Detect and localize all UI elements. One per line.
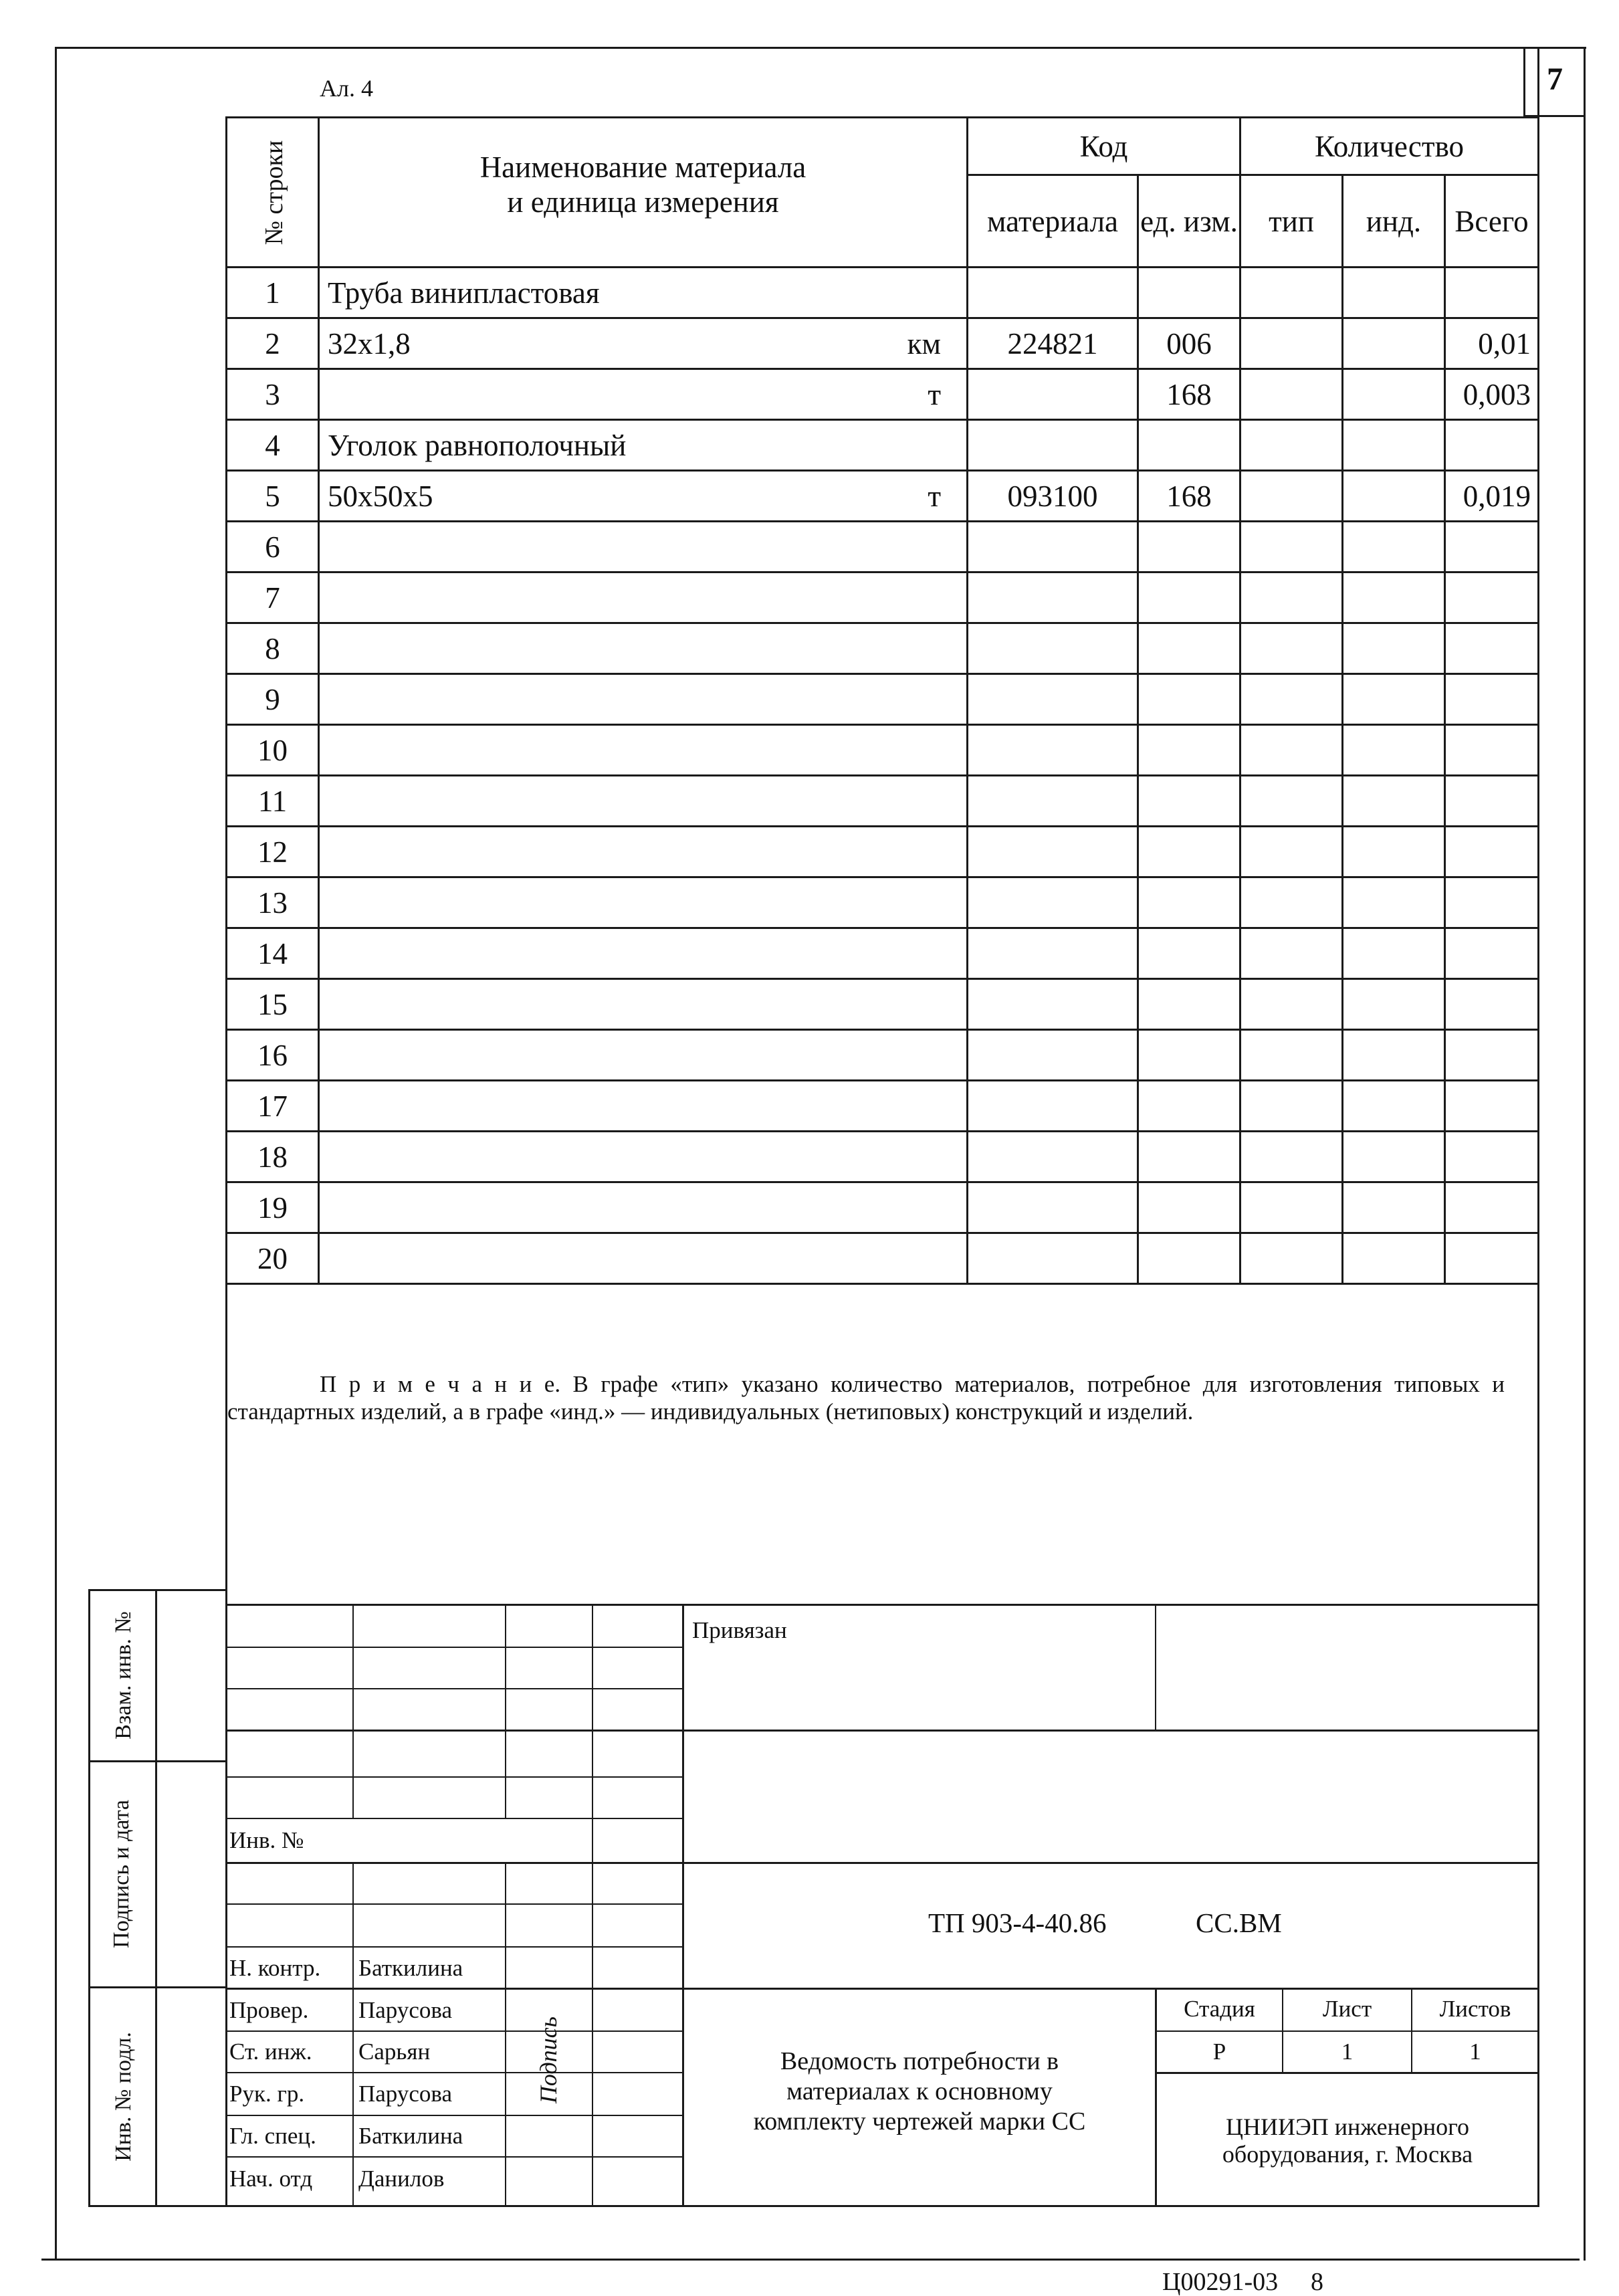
table-row: [227, 268, 1539, 318]
doc-title: Ведомость потребности в материалах к основному комплекту чертежей марки СС: [753, 2047, 1086, 2135]
table-body: [227, 268, 1539, 1284]
table-row: [227, 1132, 1539, 1182]
row-unit-code: [1138, 877, 1240, 928]
row-unit-code: [1138, 776, 1240, 827]
table-row: [227, 928, 1539, 979]
frame-top: [55, 47, 1586, 49]
row-qty-total: [1445, 877, 1539, 928]
row-name: [319, 1182, 968, 1233]
role-5: Гл. спец.: [229, 2123, 316, 2149]
row-material-code: [968, 725, 1138, 776]
table-row: [227, 1182, 1539, 1233]
header-qty-total: Всего: [1445, 175, 1539, 268]
row-name-text: Уголок равнополочный: [328, 428, 627, 462]
inv-no-label: Инв. №: [229, 1827, 304, 1853]
name-2: Парусова: [358, 1997, 452, 2023]
row-qty-total: [1445, 1233, 1539, 1284]
row-unit-code: [1138, 725, 1240, 776]
row-qty-type: [1240, 471, 1343, 522]
row-qty-type: [1240, 1233, 1343, 1284]
side-stamp-mid: [155, 1589, 157, 2207]
row-qty-type: [1240, 827, 1343, 877]
tb-h1: [225, 1647, 683, 1648]
row-number: 7: [227, 572, 319, 623]
row-number: 20: [227, 1233, 319, 1284]
side-stamp-vzam-inv: Взам. инв. №: [111, 1611, 136, 1740]
row-number: 3: [227, 369, 319, 420]
row-qty-ind: [1343, 268, 1445, 318]
side-stamp-left: [88, 1589, 90, 2207]
row-qty-total: [1445, 268, 1539, 318]
row-unit-code: [1138, 1182, 1240, 1233]
stage-value: Р: [1212, 2039, 1226, 2065]
table-row: [227, 522, 1539, 572]
row-material-code: [968, 420, 1138, 471]
row-name: [319, 318, 968, 369]
organization: ЦНИИЭП инженерного оборудования, г. Москва: [1222, 2113, 1473, 2168]
row-qty-type: [1240, 776, 1343, 827]
row-material-code: [968, 979, 1138, 1030]
table-row: [227, 420, 1539, 471]
tb-h2: [225, 1688, 683, 1689]
row-unit-code: [1138, 623, 1240, 674]
row-qty-total: [1445, 776, 1539, 827]
row-qty-type: [1240, 1081, 1343, 1132]
row-name: [319, 420, 968, 471]
row-qty-ind: [1343, 420, 1445, 471]
row-qty-total: [1445, 979, 1539, 1030]
row-number: 19: [227, 1182, 319, 1233]
row-unit-code: [1138, 827, 1240, 877]
row-unit-code: [1138, 1233, 1240, 1284]
sheets-label: Листов: [1439, 1996, 1511, 2022]
row-name: [319, 1030, 968, 1081]
row-qty-total: [1445, 827, 1539, 877]
row-qty-type: [1240, 1030, 1343, 1081]
row-unit-code: [1138, 268, 1240, 318]
row-qty-ind: [1343, 725, 1445, 776]
frame-left: [55, 47, 57, 2261]
row-qty-type: [1240, 877, 1343, 928]
row-name: [319, 268, 968, 318]
sheet-value: 1: [1341, 2039, 1354, 2065]
row-material-code: [968, 877, 1138, 928]
name-5: Баткилина: [358, 2123, 463, 2149]
row-material-code: [968, 572, 1138, 623]
row-unit-code: [1138, 420, 1240, 471]
side-stamp-inv-podl: Инв. № подл.: [111, 2032, 136, 2162]
row-qty-ind: [1343, 827, 1445, 877]
row-number: 13: [227, 877, 319, 928]
row-name-text: Труба винипластовая: [328, 276, 600, 310]
table-header-row: [227, 118, 1539, 175]
row-name: [319, 877, 968, 928]
table-row: [227, 827, 1539, 877]
role-3: Ст. инж.: [229, 2039, 312, 2065]
row-unit-code: [1138, 1030, 1240, 1081]
row-qty-ind: [1343, 1182, 1445, 1233]
header-qty-group: Количество: [1240, 118, 1539, 175]
row-qty-type: [1240, 1182, 1343, 1233]
tb-v1b: [352, 1862, 354, 2207]
role-2: Провер.: [229, 1997, 309, 2023]
frame-bottom: [41, 2259, 1580, 2261]
row-qty-total: [1445, 1132, 1539, 1182]
name-4: Парусова: [358, 2081, 452, 2107]
row-qty-ind: [1343, 318, 1445, 369]
sheet-num-box-left: [1523, 47, 1525, 116]
tb-v1: [352, 1604, 354, 1818]
row-number: 5: [227, 471, 319, 522]
row-qty-ind: [1343, 1233, 1445, 1284]
tb-v2: [505, 1604, 506, 1818]
row-material-code: [968, 522, 1138, 572]
row-material-code: [968, 1030, 1138, 1081]
tb-h11: [225, 2072, 683, 2073]
row-name: [319, 471, 968, 522]
side-stamp-div2: [88, 1986, 225, 1988]
table-row: [227, 369, 1539, 420]
row-name: [319, 827, 968, 877]
header-code-material: материала: [968, 175, 1138, 268]
row-unit-code: [1138, 1132, 1240, 1182]
row-qty-ind: [1343, 1030, 1445, 1081]
sheet-number: 7: [1547, 62, 1563, 97]
row-unit: т: [928, 479, 941, 513]
row-number: 12: [227, 827, 319, 877]
row-qty-type: [1240, 572, 1343, 623]
row-qty-total: 0,003: [1445, 369, 1539, 420]
tb-h12: [225, 2115, 683, 2116]
row-name-text: 50x50x5: [328, 479, 433, 513]
table-row: [227, 572, 1539, 623]
row-number: 9: [227, 674, 319, 725]
row-name: [319, 1081, 968, 1132]
row-qty-type: [1240, 623, 1343, 674]
name-1: Баткилина: [358, 1955, 463, 1981]
row-qty-total: [1445, 1081, 1539, 1132]
row-number: 11: [227, 776, 319, 827]
row-qty-type: [1240, 420, 1343, 471]
row-material-code: 093100: [968, 471, 1138, 522]
row-qty-type: [1240, 674, 1343, 725]
signature-column-label: Подпись: [535, 2016, 562, 2104]
note-label: П р и м е ч а н и е.: [320, 1371, 561, 1397]
row-number: 18: [227, 1132, 319, 1182]
row-name: [319, 623, 968, 674]
designation: ТП 903-4-40.86: [928, 1907, 1107, 1938]
row-qty-ind: [1343, 572, 1445, 623]
row-number: 4: [227, 420, 319, 471]
footer-page: 8: [1311, 2268, 1323, 2296]
footer-code: Ц00291-03: [1162, 2268, 1279, 2296]
table-row: [227, 979, 1539, 1030]
mark: СС.ВМ: [1196, 1907, 1282, 1938]
row-qty-total: [1445, 420, 1539, 471]
row-material-code: [968, 928, 1138, 979]
row-qty-ind: [1343, 471, 1445, 522]
row-number: 17: [227, 1081, 319, 1132]
row-number: 6: [227, 522, 319, 572]
tb-h8: [225, 1946, 683, 1948]
table-row: [227, 1233, 1539, 1284]
row-unit: т: [928, 377, 941, 411]
row-material-code: [968, 1182, 1138, 1233]
row-qty-type: [1240, 369, 1343, 420]
name-6: Данилов: [358, 2166, 445, 2192]
role-6: Нач. отд: [229, 2166, 313, 2192]
header-code-group: Код: [968, 118, 1240, 175]
row-qty-total: [1445, 1030, 1539, 1081]
row-qty-total: 0,01: [1445, 318, 1539, 369]
row-qty-total: [1445, 572, 1539, 623]
note-block-bottom: [225, 1604, 1539, 1606]
row-unit-code: [1138, 572, 1240, 623]
row-qty-total: [1445, 623, 1539, 674]
row-name: [319, 725, 968, 776]
row-qty-type: [1240, 268, 1343, 318]
row-qty-ind: [1343, 928, 1445, 979]
row-qty-type: [1240, 979, 1343, 1030]
row-name: [319, 1233, 968, 1284]
row-number: 10: [227, 725, 319, 776]
table-row: [227, 1081, 1539, 1132]
row-material-code: [968, 369, 1138, 420]
row-name: [319, 369, 968, 420]
row-material-code: [968, 1132, 1138, 1182]
row-qty-total: [1445, 928, 1539, 979]
name-3: Сарьян: [358, 2039, 431, 2065]
row-qty-ind: [1343, 979, 1445, 1030]
row-material-code: [968, 827, 1138, 877]
stage-label: Стадия: [1184, 1996, 1255, 2022]
row-name: [319, 572, 968, 623]
header-name: Наименование материала и единица измерения: [319, 118, 968, 268]
side-stamp-podpis-data: Подпись и дата: [109, 1800, 134, 1948]
row-number: 1: [227, 268, 319, 318]
tb-h7: [225, 1903, 683, 1905]
row-qty-ind: [1343, 1081, 1445, 1132]
row-name: [319, 522, 968, 572]
row-qty-total: [1445, 674, 1539, 725]
row-number: 16: [227, 1030, 319, 1081]
sheet-label: Лист: [1322, 1996, 1372, 2022]
row-name: [319, 674, 968, 725]
row-name: [319, 928, 968, 979]
row-unit: км: [907, 326, 941, 360]
tb-h4: [225, 1776, 683, 1778]
sheets-value: 1: [1469, 2039, 1481, 2065]
row-name: [319, 1132, 968, 1182]
row-qty-ind: [1343, 1132, 1445, 1182]
role-1: Н. контр.: [229, 1955, 321, 1981]
row-unit-code: 168: [1138, 471, 1240, 522]
side-stamp-top: [88, 1589, 225, 1591]
row-unit-code: [1138, 522, 1240, 572]
row-qty-total: [1445, 1182, 1539, 1233]
row-material-code: [968, 623, 1138, 674]
row-material-code: [968, 776, 1138, 827]
note-text: В графе «тип» указано количество материалов, потребное для изготовления типовых и стандартных изделий, а в графе «инд.» — индивидуальных (нетиповых) конструкций и изделий.: [227, 1371, 1505, 1425]
table-row: [227, 471, 1539, 522]
row-number: 2: [227, 318, 319, 369]
row-material-code: [968, 674, 1138, 725]
tb-privyazan-divider: [1155, 1604, 1156, 1731]
tb-h5: [225, 1818, 683, 1819]
row-qty-ind: [1343, 877, 1445, 928]
table-row: [227, 623, 1539, 674]
table-row: [227, 776, 1539, 827]
row-unit-code: [1138, 1081, 1240, 1132]
row-material-code: [968, 268, 1138, 318]
tb-h13: [225, 2156, 683, 2158]
row-qty-ind: [1343, 623, 1445, 674]
table-row: [227, 877, 1539, 928]
table-row: [227, 725, 1539, 776]
header-code-unit: ед. изм.: [1138, 175, 1240, 268]
row-number: 15: [227, 979, 319, 1030]
tb-v3: [592, 1604, 593, 2207]
row-name: [319, 979, 968, 1030]
inner-bottom: [88, 2205, 1539, 2207]
row-qty-ind: [1343, 522, 1445, 572]
side-stamp-div1: [88, 1760, 225, 1762]
row-qty-type: [1240, 318, 1343, 369]
row-material-code: [968, 1233, 1138, 1284]
tb-v2b: [505, 1862, 506, 2207]
tb-h9: [225, 1988, 1539, 1990]
tb-stage-h1: [1155, 2030, 1539, 2032]
tb-h6: [225, 1862, 1539, 1864]
row-unit-code: 168: [1138, 369, 1240, 420]
row-qty-type: [1240, 522, 1343, 572]
row-qty-ind: [1343, 776, 1445, 827]
row-number: 14: [227, 928, 319, 979]
privyazan-label: Привязан: [692, 1617, 787, 1643]
row-qty-type: [1240, 725, 1343, 776]
row-unit-code: [1138, 674, 1240, 725]
row-number: 8: [227, 623, 319, 674]
row-qty-total: [1445, 522, 1539, 572]
role-4: Рук. гр.: [229, 2081, 305, 2107]
row-qty-type: [1240, 928, 1343, 979]
note: [227, 1371, 1505, 1426]
row-unit-code: [1138, 979, 1240, 1030]
row-qty-total: 0,019: [1445, 471, 1539, 522]
row-material-code: 224821: [968, 318, 1138, 369]
row-qty-total: [1445, 725, 1539, 776]
header-row-no: № строки: [227, 118, 319, 268]
tb-h10: [225, 2030, 683, 2032]
tb-h3: [225, 1730, 1539, 1732]
row-name-text: 32x1,8: [328, 326, 411, 360]
row-unit-code: 006: [1138, 318, 1240, 369]
row-name: [319, 776, 968, 827]
materials-table: [225, 116, 1539, 1285]
row-qty-ind: [1343, 674, 1445, 725]
frame-right: [1584, 47, 1586, 2261]
tb-stage-h2: [1155, 2072, 1539, 2074]
row-qty-type: [1240, 1132, 1343, 1182]
row-qty-ind: [1343, 369, 1445, 420]
tb-stage-left: [1155, 1988, 1157, 2207]
album-label: Ал. 4: [320, 75, 373, 102]
table-row: [227, 318, 1539, 369]
header-qty-ind: инд.: [1343, 175, 1445, 268]
row-material-code: [968, 1081, 1138, 1132]
row-unit-code: [1138, 928, 1240, 979]
table-row: [227, 1030, 1539, 1081]
header-qty-type: тип: [1240, 175, 1343, 268]
table-row: [227, 674, 1539, 725]
